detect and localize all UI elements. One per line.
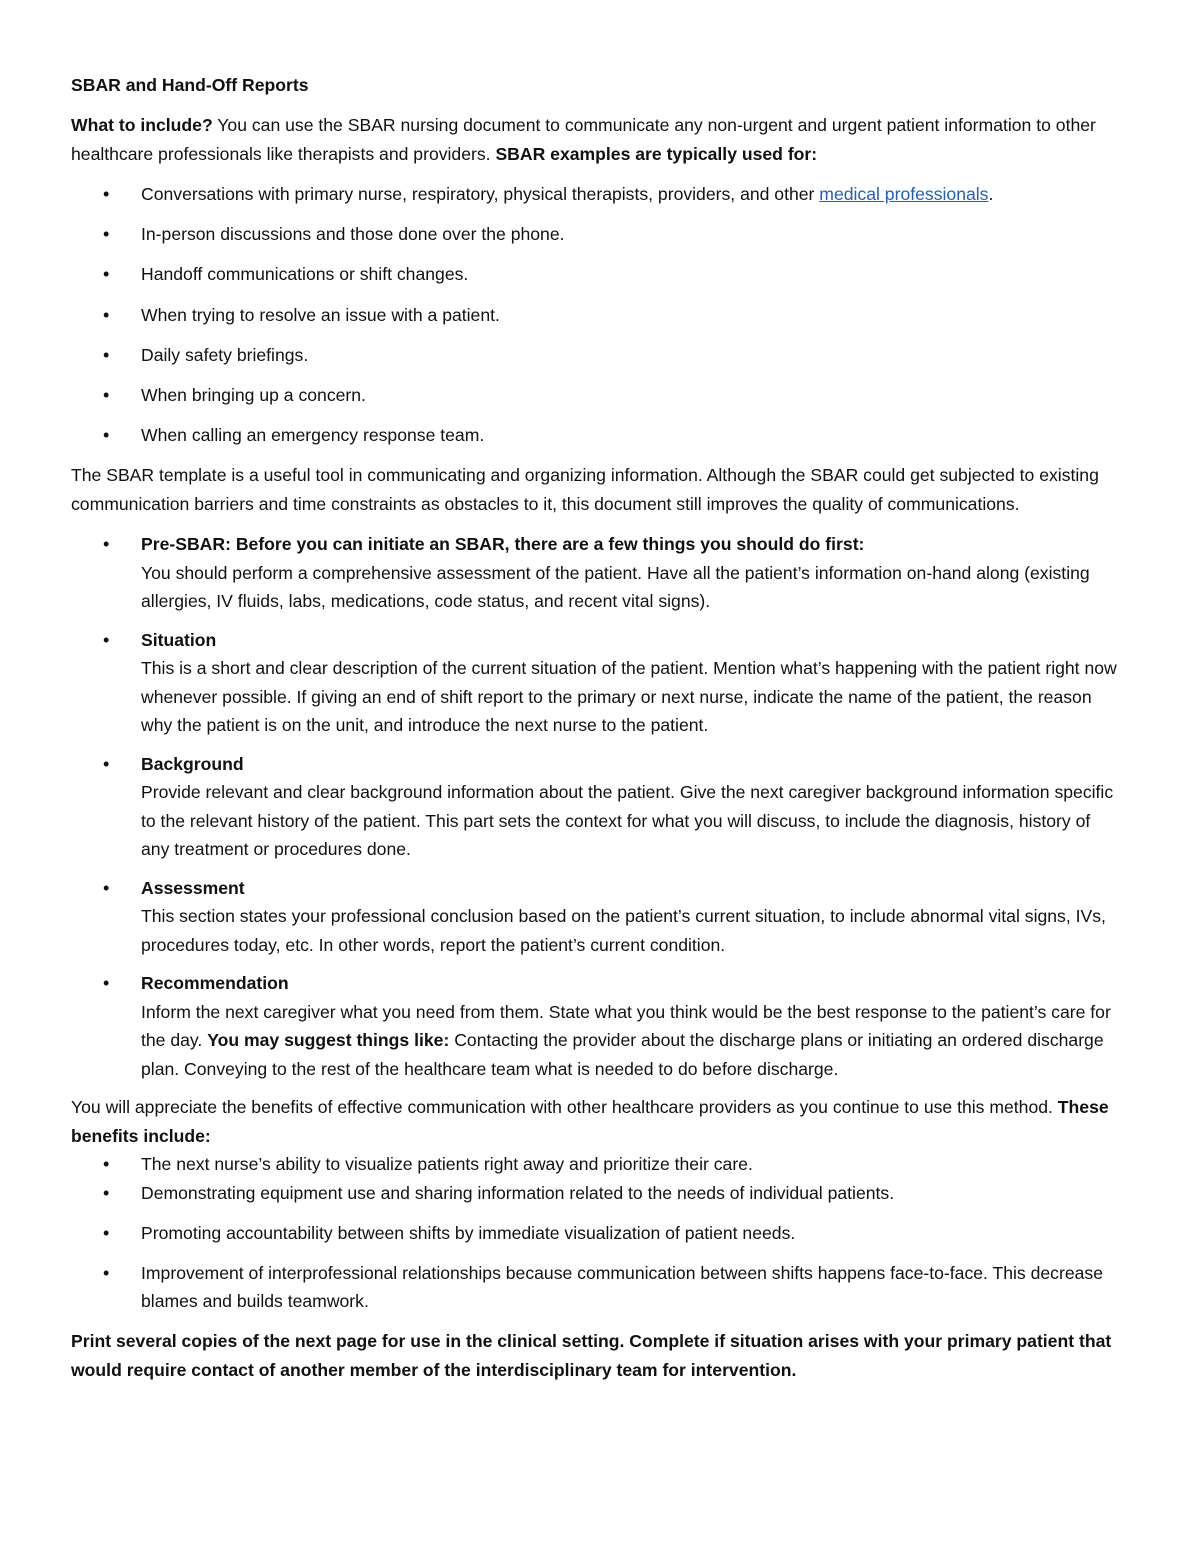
- list-item: • Demonstrating equipment use and sharing information related to the needs of individual patients.: [71, 1179, 1120, 1208]
- list-item: [71, 180, 1120, 209]
- list-item: • Promoting accountability between shifts by immediate visualization of patient needs.: [71, 1219, 1120, 1248]
- list-item: • Handoff communications or shift changes.: [71, 260, 1120, 289]
- list-item: • When bringing up a concern.: [71, 381, 1120, 410]
- document-title: SBAR and Hand-Off Reports: [71, 75, 309, 95]
- section-title: • Recommendation: [141, 973, 289, 994]
- section-situation: [71, 626, 1120, 740]
- benefits-list: [71, 1150, 1120, 1316]
- template-paragraph: The SBAR template is a useful tool in communicating and organizing information. Although the SBAR could get subjected to existing communication barriers and time constraints as obstacles to it, this document still improves the quality of communications.: [71, 465, 1099, 514]
- section-body: Provide relevant and clear background information about the patient. Give the next caregiver background information specific to the relevant history of the patient. This part sets the context for what you will discuss, to include the diagnosis, history of any treatment or procedures done.: [141, 782, 1114, 860]
- uses-list: [71, 180, 1120, 450]
- section-body: This is a short and clear description of the current situation of the patient. Mention what’s happening with the patient right now whenever possible. If giving an end of shift report to the primary or next nurse, indicate the name of the patient, the reason why the patient is on the unit, and introduce the next nurse to the patient.: [141, 658, 1117, 736]
- section-recommendation: [71, 969, 1120, 1083]
- intro-tail: SBAR examples are typically used for:: [495, 143, 818, 164]
- intro-lead: What to include?: [71, 115, 213, 135]
- section-title: • Situation: [141, 629, 217, 650]
- benefits-intro-bold: These benefits include:: [71, 1097, 1109, 1146]
- section-pre-sbar: [71, 530, 1120, 616]
- sbar-section-list: [71, 530, 1120, 1083]
- final-note: Print several copies of the next page for use in the clinical setting. Complete if situation arises with your primary patient that would require contact of another member of the interdisciplinary team for intervention.: [71, 1331, 1112, 1380]
- section-body-bold: You may suggest things like:: [207, 1030, 450, 1051]
- section-body: This section states your professional conclusion based on the patient’s current situation, to include abnormal vital signs, IVs, procedures today, etc. In other words, report the patient’s current condition.: [141, 906, 1106, 955]
- section-title: • Background: [141, 753, 244, 774]
- benefits-intro-text: You will appreciate the benefits of effective communication with other healthcare providers as you continue to use this method.: [71, 1097, 1058, 1118]
- medical-professionals-link[interactable]: medical professionals: [819, 184, 989, 204]
- section-title: • Assessment: [141, 877, 245, 898]
- section-body: You should perform a comprehensive assessment of the patient. Have all the patient’s information on-hand along (existing allergies, IV fluids, labs, medications, code status, and recent vital signs).: [141, 562, 1090, 612]
- list-item: • When trying to resolve an issue with a patient.: [71, 301, 1120, 330]
- section-background: [71, 750, 1120, 864]
- list-item: • When calling an emergency response team.: [71, 421, 1120, 450]
- uses-first-prefix: Conversations with primary nurse, respiratory, physical therapists, providers, and other: [141, 184, 820, 204]
- section-body-a: Inform the next caregiver what you need from them. State what you think would be the best response to the patient’s care for the day.: [141, 1001, 1111, 1051]
- list-item: • Daily safety briefings.: [71, 341, 1120, 370]
- section-body-b: Contacting the provider about the discharge plans or initiating an ordered discharge plan. Conveying to the rest of the healthcare team what is needed to do before discharge.: [141, 1030, 1104, 1079]
- list-item: • Improvement of interprofessional relationships because communication between shifts happens face-to-face. This decrease blames and builds teamwork.: [71, 1259, 1120, 1316]
- section-assessment: [71, 874, 1120, 960]
- intro-paragraph: [71, 111, 1120, 168]
- list-item: • The next nurse’s ability to visualize patients right away and prioritize their care.: [71, 1150, 1120, 1179]
- section-title: • Pre-SBAR: Before you can initiate an SBAR, there are a few things you should do first:: [141, 534, 865, 555]
- list-item: • In-person discussions and those done over the phone.: [71, 220, 1120, 249]
- intro-text: You can use the SBAR nursing document to communicate any non-urgent and urgent patient information to other healthcare professionals like therapists and providers.: [71, 115, 1096, 164]
- benefits-intro: [71, 1093, 1120, 1150]
- uses-first-suffix: .: [988, 184, 994, 204]
